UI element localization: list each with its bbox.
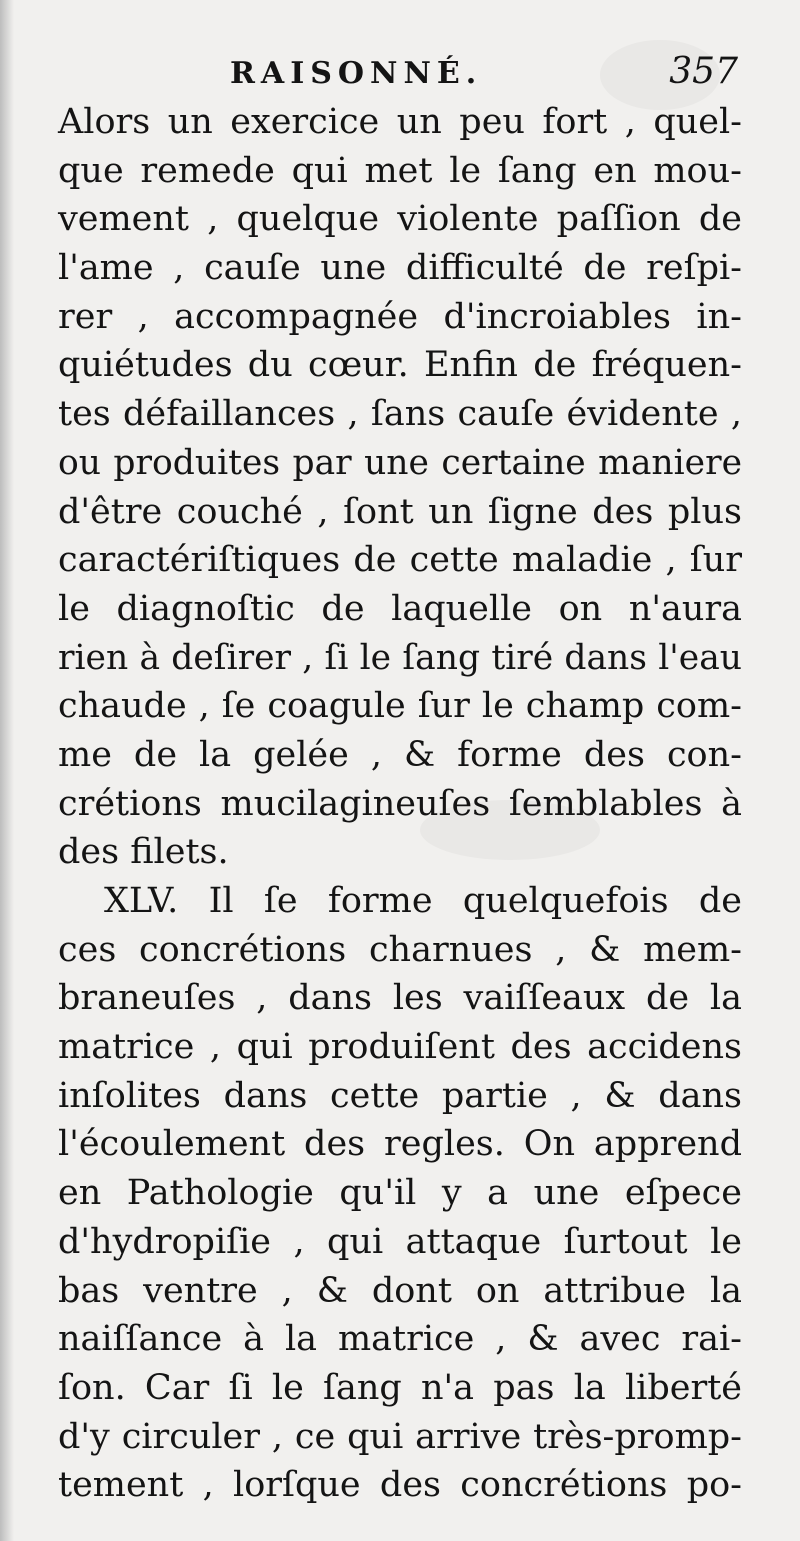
text-line: l'écoulement des regles. On apprend [58,1124,742,1165]
text-line: me de la gelée , & forme des con- [58,734,742,775]
text-line: en Pathologie qu'il y a une eſpece [58,1173,742,1214]
page-header [60,52,748,96]
text-line: chaude , ſe coagule ſur le champ com- [58,686,742,727]
text-line: tes défaillances , ſans cauſe évidente , [58,394,742,435]
running-head: RAISONNÉ. [230,56,483,91]
text-line: ou produites par une certaine maniere [58,442,742,483]
text-line: matrice , qui produiſent des accidens [58,1027,742,1068]
text-line: d'hydropiſie , qui attaque ſurtout le [58,1221,742,1262]
page-gutter-shadow [0,0,14,1541]
text-line: ſon. Car ſi le ſang n'a pas la liberté [58,1367,742,1408]
text-line: d'y circuler , ce qui arrive très-promp- [58,1416,742,1457]
text-line: crétions mucilagineuſes ſemblables à [58,783,742,824]
text-line: naiſſance à la matrice , & avec rai- [58,1319,742,1360]
text-line: caractériſtiques de cette maladie , ſur [58,540,742,581]
body-text [58,98,742,1510]
text-line: l'ame , cauſe une difficulté de reſpi- [58,248,742,289]
text-line: d'être couché , ſont un ſigne des plus [58,491,742,532]
text-line: tement , lorſque des concrétions po- [58,1465,742,1506]
text-line: rien à deſirer , ſi le ſang tiré dans l'eau [58,637,742,678]
text-line: des filets. [58,832,229,873]
text-line: que remede qui met le ſang en mou- [58,150,742,191]
text-line: rer , accompagnée d'incroiables in- [58,296,742,337]
text-line: le diagnoſtic de laquelle on n'aura [58,588,742,629]
text-line: braneuſes , dans les vaiſſeaux de la [58,978,742,1019]
text-line: bas ventre , & dont on attribue la [58,1270,742,1311]
section-start-line: XLV. Il ſe forme quelquefois de [104,881,742,921]
text-line: inſolites dans cette partie , & dans [58,1075,742,1116]
page-number: 357 [669,51,738,92]
text-line: vement , quelque violente paſſion de [58,199,742,240]
text-line: quiétudes du cœur. Enfin de fréquen- [58,345,742,386]
text-line: ces concrétions charnues , & mem- [58,929,742,970]
text-line: Alors un exercice un peu fort , quel- [58,102,742,142]
